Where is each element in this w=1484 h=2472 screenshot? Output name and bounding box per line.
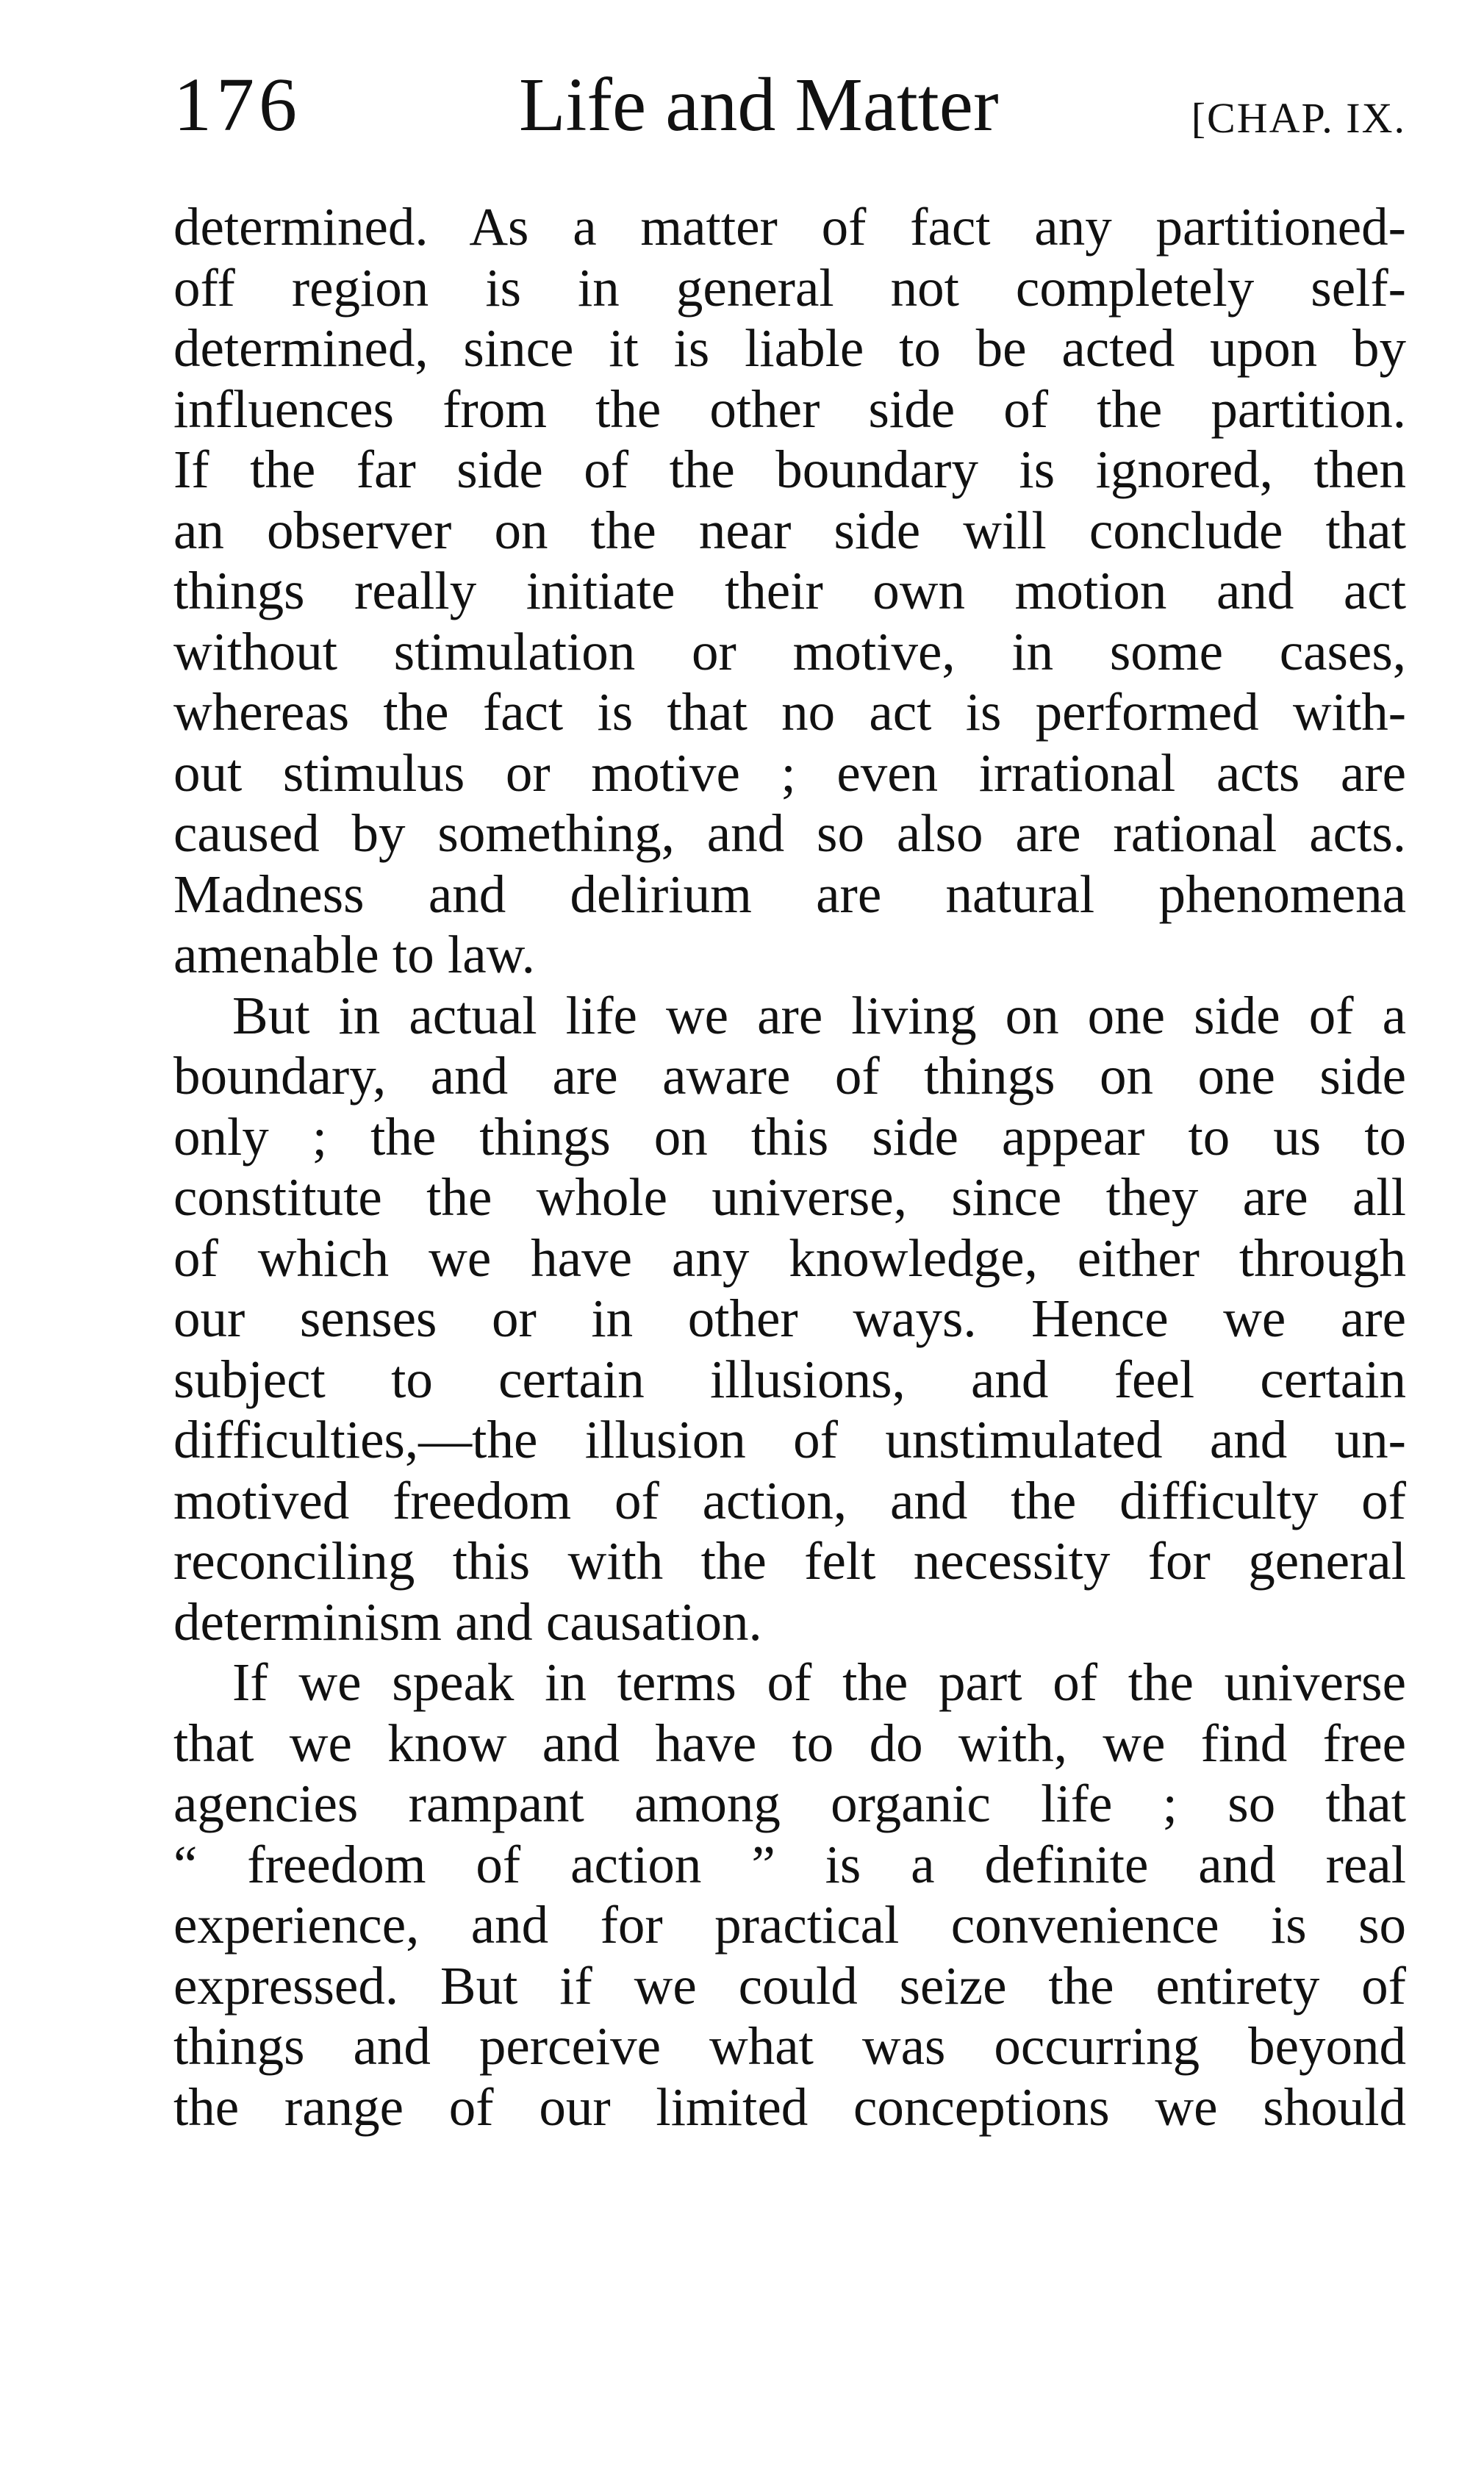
- text-line: only ; the things on this side appear to us to: [173, 1106, 1406, 1167]
- text-line: determinism and causation.: [173, 1591, 762, 1652]
- page-number: 176: [173, 62, 301, 147]
- text-line: without stimulation or motive, in some cases,: [173, 621, 1406, 681]
- text-line: of which we have any knowledge, either through: [173, 1228, 1406, 1288]
- text-line: determined, since it is liable to be acted upon by: [173, 318, 1406, 378]
- body-text: [173, 197, 1406, 2138]
- text-line: expressed. But if we could seize the entirety of: [173, 1955, 1406, 2016]
- text-line: determined. As a matter of fact any partitioned-: [173, 197, 1406, 257]
- text-line: influences from the other side of the partition.: [173, 379, 1406, 439]
- text-line: our senses or in other ways. Hence we are: [173, 1289, 1406, 1348]
- text-line: an observer on the near side will conclude that: [173, 500, 1406, 560]
- text-line: the range of our limited conceptions we should: [173, 2077, 1406, 2137]
- running-title: Life and Matter: [519, 62, 999, 147]
- text-line: whereas the fact is that no act is performed with-: [173, 682, 1406, 742]
- text-line: boundary, and are aware of things on one side: [173, 1046, 1406, 1106]
- text-line: motived freedom of action, and the difficulty of: [173, 1470, 1406, 1530]
- text-line: constitute the whole universe, since they are all: [173, 1167, 1406, 1227]
- text-line: out stimulus or motive ; even irrational acts are: [173, 742, 1406, 803]
- text-line: difficulties,—the illusion of unstimulated and un-: [173, 1410, 1406, 1469]
- text-line: “ freedom of action ” is a definite and real: [173, 1834, 1406, 1894]
- running-head: [173, 57, 1406, 153]
- text-line: Madness and delirium are natural phenomena: [173, 864, 1406, 924]
- text-line: agencies rampant among organic life ; so that: [173, 1774, 1406, 1833]
- text-line: experience, and for practical convenience is so: [173, 1895, 1406, 1955]
- text-line: things really initiate their own motion and act: [173, 561, 1406, 620]
- text-line: off region is in general not completely self-: [173, 257, 1406, 318]
- text-line: amenable to law.: [173, 925, 535, 984]
- text-line: things and perceive what was occurring beyond: [173, 2016, 1406, 2076]
- text-line: If the far side of the boundary is ignored, then: [173, 440, 1406, 499]
- text-line: But in actual life we are living on one side of a: [232, 985, 1406, 1045]
- text-line: caused by something, and so also are rational acts.: [173, 803, 1406, 863]
- text-line: subject to certain illusions, and feel certain: [173, 1349, 1406, 1409]
- text-line: reconciling this with the felt necessity for general: [173, 1531, 1406, 1591]
- text-line: If we speak in terms of the part of the universe: [232, 1652, 1406, 1712]
- chapter-reference: [CHAP. IX.: [1191, 94, 1406, 142]
- text-line: that we know and have to do with, we find free: [173, 1713, 1406, 1773]
